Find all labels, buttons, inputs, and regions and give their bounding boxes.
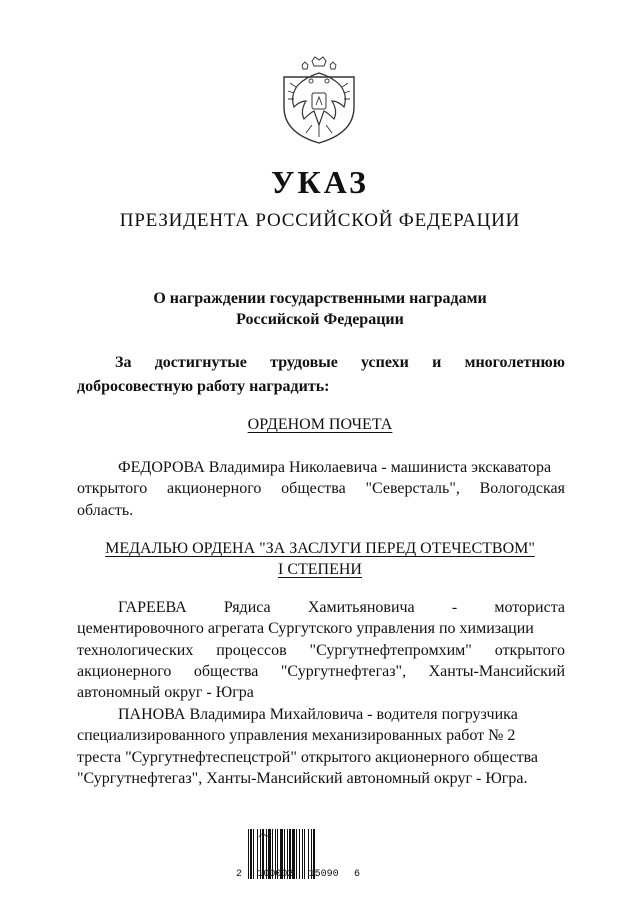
award-intro-line — [77, 351, 565, 375]
barcode-number: 2 100002 15090 6 — [236, 869, 360, 880]
paragraph-line: цементировочного агрегата Сургутского управления по химизации — [77, 620, 534, 638]
decree-topic — [80, 288, 560, 330]
intro-word: трудовые — [270, 354, 338, 371]
intro-word: и — [432, 354, 442, 371]
recipient-paragraph — [77, 704, 565, 789]
paragraph-line: треста "Сургутнефтеспецстрой" открытого акционерного общества — [77, 748, 539, 766]
intro-word: успехи — [361, 354, 409, 371]
recipient-paragraph — [77, 457, 565, 521]
award-heading-medal — [60, 538, 580, 580]
award-heading-order — [60, 414, 580, 435]
paragraph-line: акционерного общества "Сургутнефтегаз", Ханты-Мансийский — [77, 662, 565, 680]
paragraph-line: область. — [77, 501, 134, 519]
recipient-paragraph — [77, 597, 565, 703]
paragraph-line: "Сургутнефтегаз", Ханты-Мансийский автономный округ - Югра. — [77, 769, 528, 787]
document-subtitle: ПРЕЗИДЕНТА РОССИЙСКОЙ ФЕДЕРАЦИИ — [119, 210, 521, 231]
award-intro-line: добросовестную работу наградить: — [77, 378, 330, 395]
decree-topic-line: О награждении государственными наградами — [153, 290, 487, 307]
decree-topic-line: Российской Федерации — [236, 311, 404, 328]
award-intro — [77, 351, 565, 399]
award-heading-text: МЕДАЛЬЮ ОРДЕНА "ЗА ЗАСЛУГИ ПЕРЕД ОТЕЧЕСТВОМ" — [105, 540, 535, 557]
paragraph-line: открытого акционерного общества "Северсталь", Вологодская — [77, 480, 565, 498]
paragraph-line: технологических процессов "Сургутнефтепромхим" открытого — [77, 641, 565, 659]
paragraph-line: ФЕДОРОВА Владимира Николаевича - машиниста экскаватора — [118, 459, 552, 476]
document-title: УКАЗ — [271, 164, 369, 200]
intro-word: достигнутые — [154, 354, 247, 371]
paragraph-line: специализированного управления механизированных работ № 2 — [77, 727, 516, 745]
paragraph-line: ГАРЕЕВА Рядиса Хамитьяновича - моториста — [118, 599, 565, 616]
intro-word: За — [115, 354, 132, 371]
paragraph-line: автономный округ - Югра — [77, 684, 254, 702]
award-heading-text: ОРДЕНОМ ПОЧЕТА — [247, 416, 393, 433]
coat-of-arms-emblem — [276, 55, 362, 145]
award-heading-text: I СТЕПЕНИ — [278, 561, 362, 578]
intro-word: многолетнюю — [464, 354, 565, 371]
paragraph-line: ПАНОВА Владимира Михайловича - водителя погрузчика — [118, 706, 518, 723]
